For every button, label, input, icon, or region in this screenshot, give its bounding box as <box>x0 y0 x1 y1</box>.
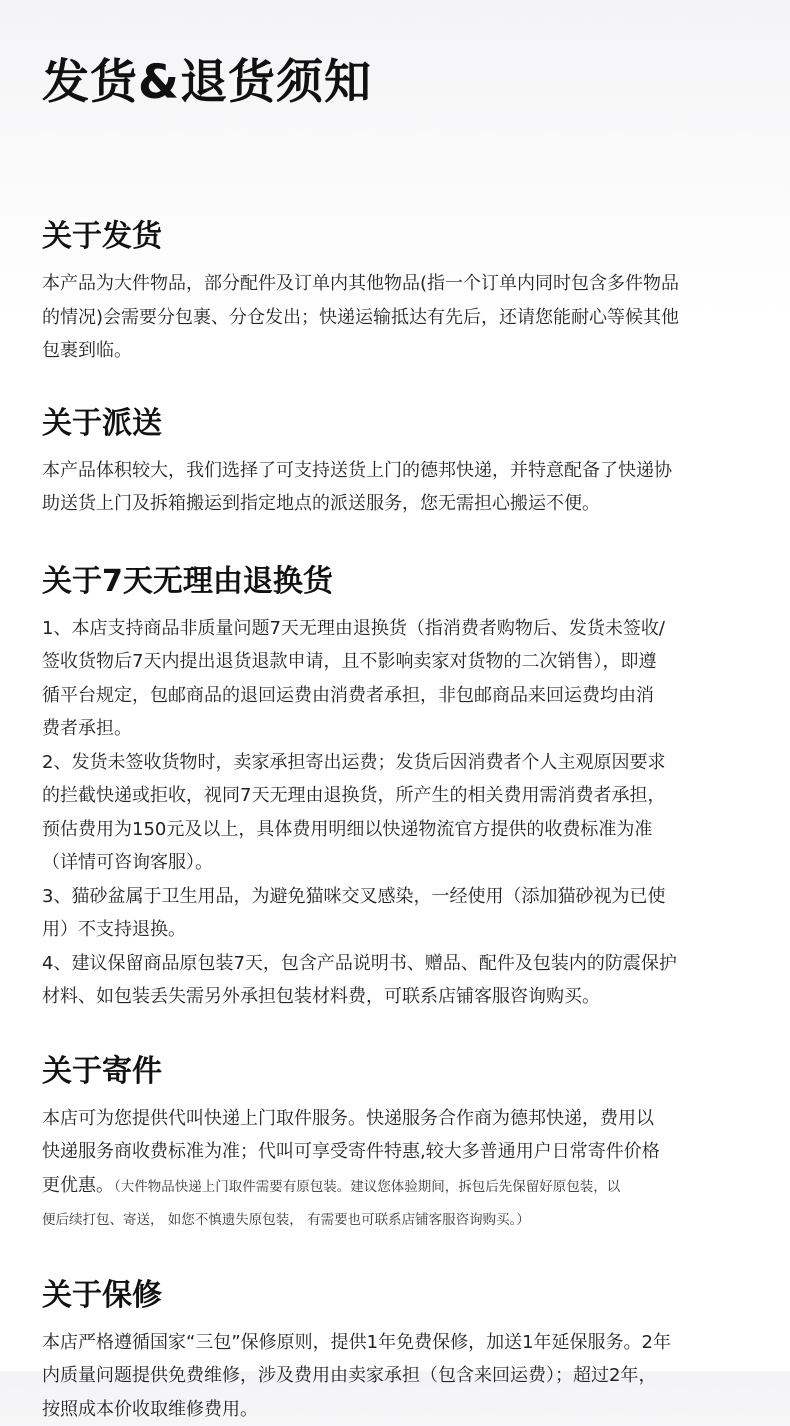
paragraph-line: 预估费用为150元及以上，具体费用明细以快递物流官方提供的收费标准为准 <box>42 813 750 847</box>
paragraph-text: 更优惠。 <box>42 1175 114 1196</box>
paragraph-line: 签收货物后7天内提出退货退款申请，且不影响卖家对货物的二次销售），即遵 <box>42 645 750 679</box>
paragraph-line: 本店可为您提供代叫快递上门取件服务。快递服务合作商为德邦快递，费用以 <box>42 1102 750 1136</box>
paragraph-line: 按照成本价收取维修费用。 <box>42 1393 750 1426</box>
paragraph-line: 助送货上门及拆箱搬运到指定地点的派送服务，您无需担心搬运不便。 <box>42 487 750 521</box>
paragraph-line: 本店严格遵循国家“三包”保修原则，提供1年免费保修，加送1年延保服务。2年 <box>42 1326 750 1360</box>
paragraph-line: 本产品体积较大，我们选择了可支持送货上门的德邦快递，并特意配备了快递协 <box>42 454 750 488</box>
section-heading-sending: 关于寄件 <box>42 1052 750 1092</box>
section-heading-warranty: 关于保修 <box>42 1276 750 1316</box>
packaging-note-line: 便后续打包、寄送， 如您不慎遗失原包装， 有需要也可联系店铺客服咨询购买。） <box>42 1204 750 1238</box>
section-returns <box>42 562 750 1014</box>
page-title: 发货&退货须知 <box>42 0 750 114</box>
paragraph-line: 3、猫砂盆属于卫生用品，为避免猫咪交叉感染，一经使用（添加猫砂视为已使 <box>42 880 750 914</box>
section-heading-delivery: 关于派送 <box>42 404 750 444</box>
paragraph-line: 快递服务商收费标准为准；代叫可享受寄件特惠,较大多普通用户日常寄件价格 <box>42 1135 750 1169</box>
section-shipping <box>42 217 750 368</box>
paragraph-line: 循平台规定，包邮商品的退回运费由消费者承担，非包邮商品来回运费均由消 <box>42 679 750 713</box>
section-heading-returns: 关于7天无理由退换货 <box>42 562 750 602</box>
paragraph-line: （详情可咨询客服）。 <box>42 846 750 880</box>
paragraph-line: 材料、如包装丢失需另外承担包装材料费，可联系店铺客服咨询购买。 <box>42 980 750 1014</box>
paragraph-line: 的情况)会需要分包裹、分仓发出；快递运输抵达有先后，还请您能耐心等候其他 <box>42 301 750 335</box>
section-warranty <box>42 1276 750 1426</box>
paragraph-line: 费者承担。 <box>42 712 750 746</box>
paragraph-line: 内质量问题提供免费维修，涉及费用由卖家承担（包含来回运费）；超过2年， <box>42 1359 750 1393</box>
paragraph-line: 本产品为大件物品，部分配件及订单内其他物品(指一个订单内同时包含多件物品 <box>42 267 750 301</box>
paragraph-line: 的拦截快递或拒收，视同7天无理由退换货，所产生的相关费用需消费者承担， <box>42 779 750 813</box>
section-heading-shipping: 关于发货 <box>42 217 750 257</box>
paragraph-line: 2、发货未签收货物时，卖家承担寄出运费；发货后因消费者个人主观原因要求 <box>42 746 750 780</box>
packaging-note: （大件物品快递上门取件需要有原包装。建议您体验期间，拆包后先保留好原包装，以 <box>114 1179 620 1195</box>
paragraph-line: 包裹到临。 <box>42 334 750 368</box>
section-delivery <box>42 404 750 521</box>
paragraph-line: 4、建议保留商品原包装7天，包含产品说明书、赠品、配件及包装内的防震保护 <box>42 947 750 981</box>
paragraph-line <box>42 1169 750 1205</box>
paragraph-line: 1、本店支持商品非质量问题7天无理由退换货（指消费者购物后、发货未签收/ <box>42 612 750 646</box>
section-sending <box>42 1052 750 1238</box>
paragraph-line: 用）不支持退换。 <box>42 913 750 947</box>
